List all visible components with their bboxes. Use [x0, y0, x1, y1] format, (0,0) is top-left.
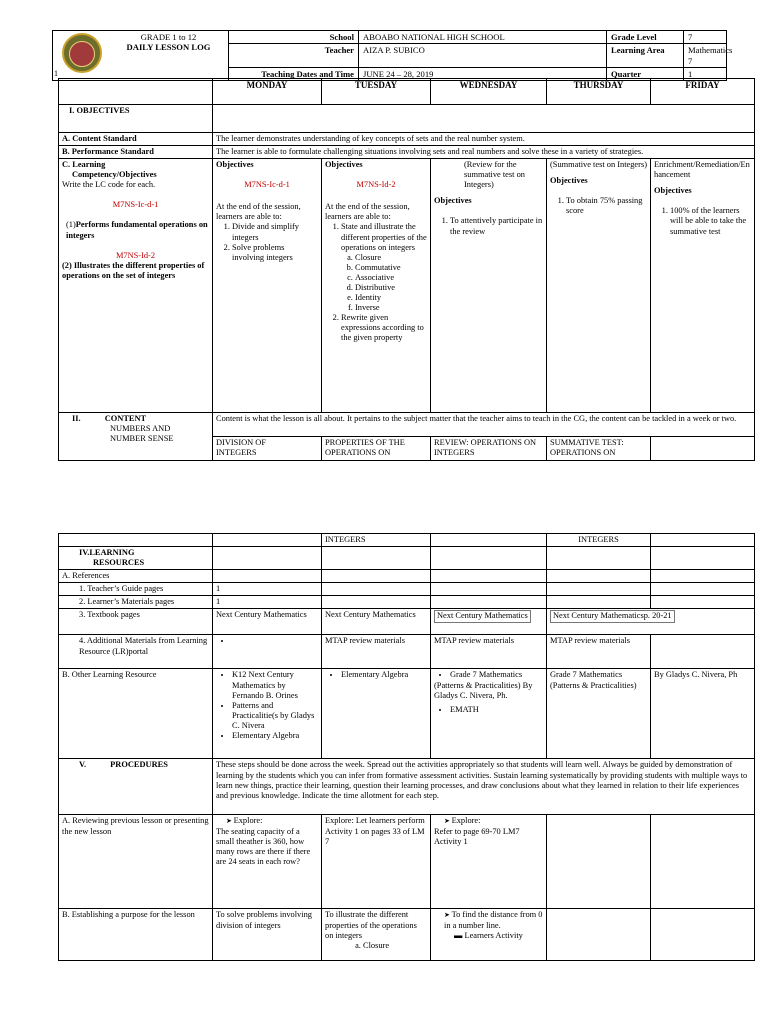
objectives-table [58, 78, 755, 461]
list-item: • Patterns and Practicalitie(s by Gladys C. Nivera [232, 701, 318, 731]
list-item: 1. Divide and simplify integers [232, 222, 318, 242]
wednesday-note: (Review for the summative test on Integers) [464, 160, 525, 190]
day-header-thursday: THURSDAY [547, 79, 651, 105]
resources-heading-1: IV.LEARNING [79, 548, 135, 558]
content-monday: DIVISION OF INTEGERS [213, 437, 322, 461]
learning-competency-cell [59, 159, 213, 413]
list-item [232, 636, 318, 646]
additional-materials-label: 4. Additional Materials from Learning Resource (LR)portal [59, 635, 213, 669]
list-item: • Grade 7 Mathematics [450, 670, 543, 680]
purpose-monday: To solve problems involving division of integers [213, 909, 322, 961]
list-item: c. Associative [355, 273, 427, 283]
content-description: Content is what the lesson is all about. It pertains to the subject matter that the teacher aims to teach in the CG, the content can be tackled in a week or two. [213, 413, 755, 437]
objectives-friday [651, 159, 755, 413]
lc-label-2: Competency/Objectives [72, 170, 157, 180]
tuesday-intro: At the end of the session, learners are able to: [325, 202, 410, 222]
objectives-monday [213, 159, 322, 413]
other-wednesday-detail: (Patterns & Practicalities) By Gladys C. Nivera, Ph. [434, 680, 533, 700]
textbook-thursday: Next Century Mathematicsp. 20-21 [550, 610, 675, 622]
content-standard-label: A. Content Standard [59, 133, 213, 146]
content-num: II. [72, 414, 81, 424]
additional-wednesday: MTAP review materials [431, 635, 547, 669]
page-number: 1 [54, 69, 58, 78]
objectives-tuesday [322, 159, 431, 413]
dates-value: JUNE 24 – 28, 2019 [359, 67, 607, 80]
friday-objectives-title: Objectives [654, 186, 692, 196]
content-label-cell [59, 413, 213, 461]
list-item: • Elementary Algebra [232, 731, 318, 741]
header-table [52, 30, 733, 81]
resources-heading-2: RESOURCES [93, 558, 145, 568]
list-item: 2. Solve problems involving integers [232, 243, 318, 263]
purpose-wednesday: ➤ To find the distance from 0 in a number line. ▬ Learners Activity [431, 909, 547, 961]
list-item: 1. To obtain 75% passing score [566, 196, 647, 216]
list-item: a. Closure [363, 941, 427, 951]
list-item: a. Closure [355, 253, 427, 263]
content-label: CONTENT [104, 414, 147, 424]
lc-competency-2: (2) Illustrates the different properties of operations on the set of integers [62, 260, 205, 280]
thursday-note: (Summative test on Integers) [550, 160, 647, 170]
school-name: ABOABO NATIONAL HIGH SCHOOL [359, 31, 607, 44]
textbook-monday: Next Century Mathematics [213, 609, 322, 635]
list-item: e. Identity [355, 293, 427, 303]
school-label: School [229, 31, 359, 44]
dates-label: Teaching Dates and Time [229, 67, 359, 80]
day-header-friday: FRIDAY [651, 79, 755, 105]
day-header-tuesday: TUESDAY [322, 79, 431, 105]
wednesday-objectives-title: Objectives [434, 196, 472, 206]
additional-tuesday: MTAP review materials [322, 635, 431, 669]
list-item: f. Inverse [355, 303, 427, 313]
learning-area-label: Learning Area [607, 44, 684, 68]
procedures-label: PROCEDURES [110, 760, 168, 770]
performance-standard-label: B. Performance Standard [59, 146, 213, 159]
lc-code-1: M7NS-Ic-d-1 [112, 200, 159, 210]
review-lesson-label: A. Reviewing previous lesson or presenting the new lesson [59, 815, 213, 909]
tuesday-code: M7NS-Id-2 [356, 180, 396, 190]
objectives-thursday [547, 159, 651, 413]
lc-write-code: Write the LC code for each. [62, 180, 156, 190]
list-item: • K12 Next Century Mathematics by Fernando B. Orines [232, 670, 318, 700]
review-tuesday: Explore: Let learners perform Activity 1 on pages 33 of LM 7 [322, 815, 431, 909]
review-monday: ➤ Explore: The seating capacity of a small theather is 360, how many rows are there if there are 24 seats in each row? [213, 815, 322, 909]
list-item: 1. To attentively participate in the review [450, 216, 543, 236]
other-thursday: Grade 7 Mathematics (Patterns & Practicalities) [547, 669, 651, 759]
content-tuesday: PROPERTIES OF THE OPERATIONS ON [322, 437, 431, 461]
additional-thursday: MTAP review materials [547, 635, 651, 669]
review-wednesday: ➤ Explore: Refer to page 69-70 LM7 Activity 1 [431, 815, 547, 909]
list-item: State and illustrate the different properties of the operations on integers [341, 222, 427, 252]
grade-range: GRADE 1 to 12 [140, 32, 197, 42]
objectives-wednesday [431, 159, 547, 413]
content-friday [651, 437, 755, 461]
tuesday-objectives-title: Objectives [325, 160, 363, 170]
log-title: DAILY LESSON LOG [126, 42, 211, 53]
quarter-value: 1 [684, 67, 727, 80]
procedures-num: V. [79, 760, 87, 770]
integers-thursday: INTEGERS [547, 534, 651, 547]
content-standard-text: The learner demonstrates understanding of key concepts of sets and the real number system. [213, 133, 755, 146]
content-sub-1: NUMBERS AND [110, 424, 171, 434]
lc-code-2: M7NS-Id-2 [115, 250, 156, 260]
teacher-name: AIZA P. SUBICO [359, 44, 607, 68]
day-header-wednesday: WEDNESDAY [431, 79, 547, 105]
content-thursday: SUMMATIVE TEST: OPERATIONS ON [547, 437, 651, 461]
list-item: • Elementary Algebra [341, 670, 427, 680]
learning-area-value: Mathematics 7 [684, 44, 727, 68]
list-item: d. Distributive [355, 283, 427, 293]
list-item: • EMATH [450, 705, 543, 715]
quarter-label: Quarter [607, 67, 684, 80]
monday-code: M7NS-Ic-d-1 [244, 180, 290, 190]
day-header-monday: MONDAY [213, 79, 322, 105]
textbook-wednesday: Next Century Mathematics [434, 610, 531, 622]
list-item: b. Commutative [355, 263, 427, 273]
lm-pages-label: 2. Learner’s Materials pages [59, 596, 213, 609]
references-label: A. References [59, 570, 213, 583]
content-wednesday: REVIEW: OPERATIONS ON INTEGERS [431, 437, 547, 461]
other-friday: By Gladys C. Nivera, Ph [651, 669, 755, 759]
tg-pages-value: 1 [213, 583, 322, 596]
other-resources-label: B. Other Learning Resource [59, 669, 213, 759]
grade-level-value: 7 [684, 31, 727, 44]
monday-intro: At the end of the session, learners are able to: [216, 202, 301, 222]
list-item: 2. Rewrite given expressions according to the given property [341, 313, 427, 343]
friday-note: Enrichment/Remediation/Enhancement [654, 160, 750, 180]
teacher-label: Teacher [229, 44, 359, 68]
grade-level-label: Grade Level [607, 31, 684, 44]
integers-tuesday: INTEGERS [322, 534, 431, 547]
thursday-objectives-title: Objectives [550, 176, 588, 186]
objectives-heading: I. OBJECTIVES [69, 106, 130, 115]
purpose-label: B. Establishing a purpose for the lesson [59, 909, 213, 961]
lc-label-1: C. Learning [62, 160, 106, 170]
lm-pages-value: 1 [213, 596, 322, 609]
list-item: 1. 100% of the learners will be able to take the summative test [670, 206, 751, 236]
purpose-tuesday: To illustrate the different properties of the operations on integers a. Closure [322, 909, 431, 961]
performance-standard-text: The learner is able to formulate challenging situations involving sets and real numbers and solve these in a variety of strategies. [213, 146, 755, 159]
monday-objectives-title: Objectives [216, 160, 254, 170]
procedures-description: These steps should be done across the week. Spread out the activities appropriately so that students will learn well. Always be guided by demonstration of learning by the students which you can infer from formative assessment activities. Sustain learning systematically by providing students with multiple ways to learn new things, practice their learning, question their learning processes, and draw conclusions about what they learned in relation to their life experiences and previous knowledge. Indicate the time allotment for each step. [213, 759, 755, 815]
textbook-tuesday: Next Century Mathematics [322, 609, 431, 635]
textbook-label: 3. Textbook pages [59, 609, 213, 635]
content-sub-2: NUMBER SENSE [110, 434, 174, 444]
resources-table [58, 533, 755, 961]
lc-competency-1: (1)Performs fundamental operations on integers [66, 220, 208, 240]
tg-pages-label: 1. Teacher’s Guide pages [59, 583, 213, 596]
